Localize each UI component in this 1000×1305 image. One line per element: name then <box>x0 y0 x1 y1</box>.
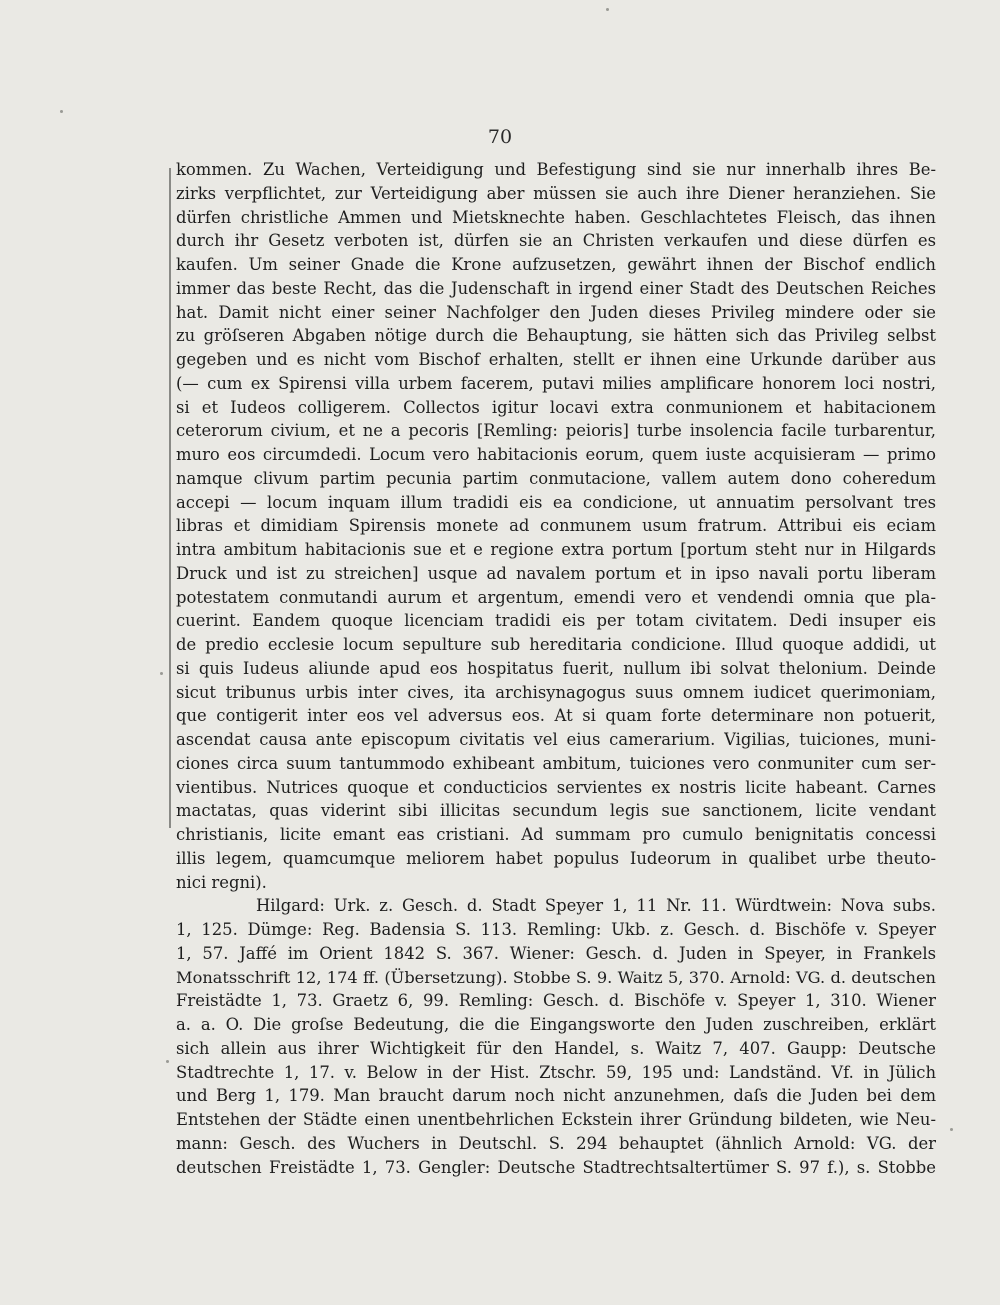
text-line: potestatem conmutandi aurum et argentum, emendi vero et vendendi omnia que pla- <box>176 587 936 607</box>
text-line: 1, 125. Dümge: Reg. Badensia S. 113. Remling: Ukb. z. Gesch. d. Bischöfe v. Speyer <box>176 920 936 939</box>
paper-speck <box>950 1128 953 1131</box>
text-line: Stadtrechte 1, 17. v. Below in der Hist. Ztschr. 59, 195 und: Landständ. Vf. in Jülich <box>176 1062 936 1082</box>
text-line: a. a. O. Die groſse Bedeutung, die die Eingangsworte den Juden zuschreiben, erklärt <box>176 1015 936 1034</box>
text-line: libras et dimidiam Spirensis monete ad conmunem usum fratrum. Attribui eis eciam <box>176 516 936 536</box>
text-line: si et Iudeos colligerem. Collectos igitur locavi extra conmunionem et habitacionem <box>176 397 936 417</box>
text-line: dürfen christliche Ammen und Mietsknechte haben. Geschlachtetes Fleisch, das ihnen <box>176 207 936 227</box>
text-line: mann: Gesch. des Wuchers in Deutschl. S. 294 behauptet (ähnlich Arnold: VG. der <box>176 1133 936 1153</box>
text-line: vientibus. Nutrices quoque et conducticios servientes ex nostris licite habeant. Carnes <box>176 777 936 797</box>
text-line: Druck und ist zu streichen] usque ad navalem portum et in ipso navali portu liberam <box>176 563 936 583</box>
text-line: deutschen Freistädte 1, 73. Gengler: Deutsche Stadtrechtsaltertümer S. 97 f.), s. Stobbe <box>176 1157 936 1177</box>
text-line: Freistädte 1, 73. Graetz 6, 99. Remling: Gesch. d. Bischöfe v. Speyer 1, 310. Wiener <box>176 991 936 1011</box>
text-line: zirks verpflichtet, zur Verteidigung aber müssen sie auch ihre Diener heranziehen. Sie <box>176 183 936 203</box>
text-line: Entstehen der Städte einen unentbehrlichen Eckstein ihrer Gründung bildeten, wie Neu- <box>176 1110 936 1129</box>
text-line: nici regni). <box>176 872 267 892</box>
text-line: hat. Damit nicht einer seiner Nachfolger den Juden dieses Privileg mindere oder sie <box>176 302 936 322</box>
text-line: namque clivum partim pecunia partim conmutacione, vallem autem dono coheredum <box>176 468 936 488</box>
text-line: 1, 57. Jaffé im Orient 1842 S. 367. Wiener: Gesch. d. Juden in Speyer, in Frankels <box>176 943 936 963</box>
text-line: de predio ecclesie locum sepulture sub hereditaria condicione. Illud quoque addidi, ut <box>176 635 936 654</box>
text-line: intra ambitum habitacionis sue et e regione extra portum [portum steht nur in Hilgards <box>176 540 936 559</box>
text-line: illis legem, quamcumque meliorem habet populus Iudeorum in qualibet urbe theuto- <box>176 848 936 868</box>
text-line: christianis, licite emant eas cristiani. Ad summam pro cumulo benignitatis concessi <box>176 825 936 844</box>
text-line: sicut tribunus urbis inter cives, ita archisynagogus suus omnem iudicet querimoniam, <box>176 682 936 702</box>
text-line: durch ihr Gesetz verboten ist, dürfen sie an Christen verkaufen und diese dürfen es <box>176 231 936 251</box>
paper-speck <box>166 1060 169 1063</box>
margin-mark <box>169 168 171 828</box>
text-line: accepi — locum inquam illum tradidi eis ea condicione, ut annuatim persolvant tres <box>176 492 936 512</box>
text-line: que contigerit inter eos vel adversus eos. At si quam forte determinare non potuerit, <box>176 706 936 726</box>
text-line: immer das beste Recht, das die Judenschaft in irgend einer Stadt des Deutschen Reiches <box>176 278 936 298</box>
text-line: si quis Iudeus aliunde apud eos hospitatus fuerit, nullum ibi solvat thelonium. Deinde <box>176 658 936 678</box>
text-line: sich allein aus ihrer Wichtigkeit für den Handel, s. Waitz 7, 407. Gaupp: Deutsche <box>176 1038 936 1058</box>
text-line: Hilgard: Urk. z. Gesch. d. Stadt Speyer 1, 11 Nr. 11. Würdtwein: Nova subs. <box>256 896 936 916</box>
paper-speck <box>160 672 163 675</box>
text-line: (— cum ex Spirensi villa urbem facerem, putavi milies amplificare honorem loci nostri, <box>176 373 936 393</box>
text-line: mactatas, quas viderint sibi illicitas secundum legis sue sanctionem, licite vendant <box>176 801 936 821</box>
text-line: ceterorum civium, et ne a pecoris [Remling: peioris] turbe insolencia facile turbarentur, <box>176 421 936 441</box>
text-line: ascendat causa ante episcopum civitatis vel eius camerarium. Vigilias, tuiciones, muni- <box>176 730 936 749</box>
text-line: Monatsschrift 12, 174 ff. (Übersetzung). Stobbe S. 9. Waitz 5, 370. Arnold: VG. d. deutschen <box>176 967 936 987</box>
body-text <box>176 158 936 1179</box>
text-line: und Berg 1, 179. Man braucht darum noch nicht anzunehmen, daſs die Juden bei dem <box>176 1086 936 1106</box>
text-line: muro eos circumdedi. Locum vero habitacionis eorum, quem iuste acquisieram — primo <box>176 445 936 464</box>
text-line: cuerint. Eandem quoque licenciam tradidi eis per totam civitatem. Dedi insuper eis <box>176 611 936 631</box>
page-number: 70 <box>487 126 513 148</box>
paper-speck <box>60 110 63 113</box>
text-line: kaufen. Um seiner Gnade die Krone aufzusetzen, gewährt ihnen der Bischof endlich <box>176 255 936 274</box>
text-line: gegeben und es nicht vom Bischof erhalten, stellt er ihnen eine Urkunde darüber aus <box>176 350 936 369</box>
text-line: ciones circa suum tantummodo exhibeant ambitum, tuiciones vero conmuniter cum ser- <box>176 753 936 773</box>
paper-speck <box>606 8 609 11</box>
text-line: zu gröſseren Abgaben nötige durch die Behauptung, sie hätten sich das Privileg selbst <box>176 326 936 346</box>
text-line: kommen. Zu Wachen, Verteidigung und Befestigung sind sie nur innerhalb ihres Be- <box>176 160 936 179</box>
